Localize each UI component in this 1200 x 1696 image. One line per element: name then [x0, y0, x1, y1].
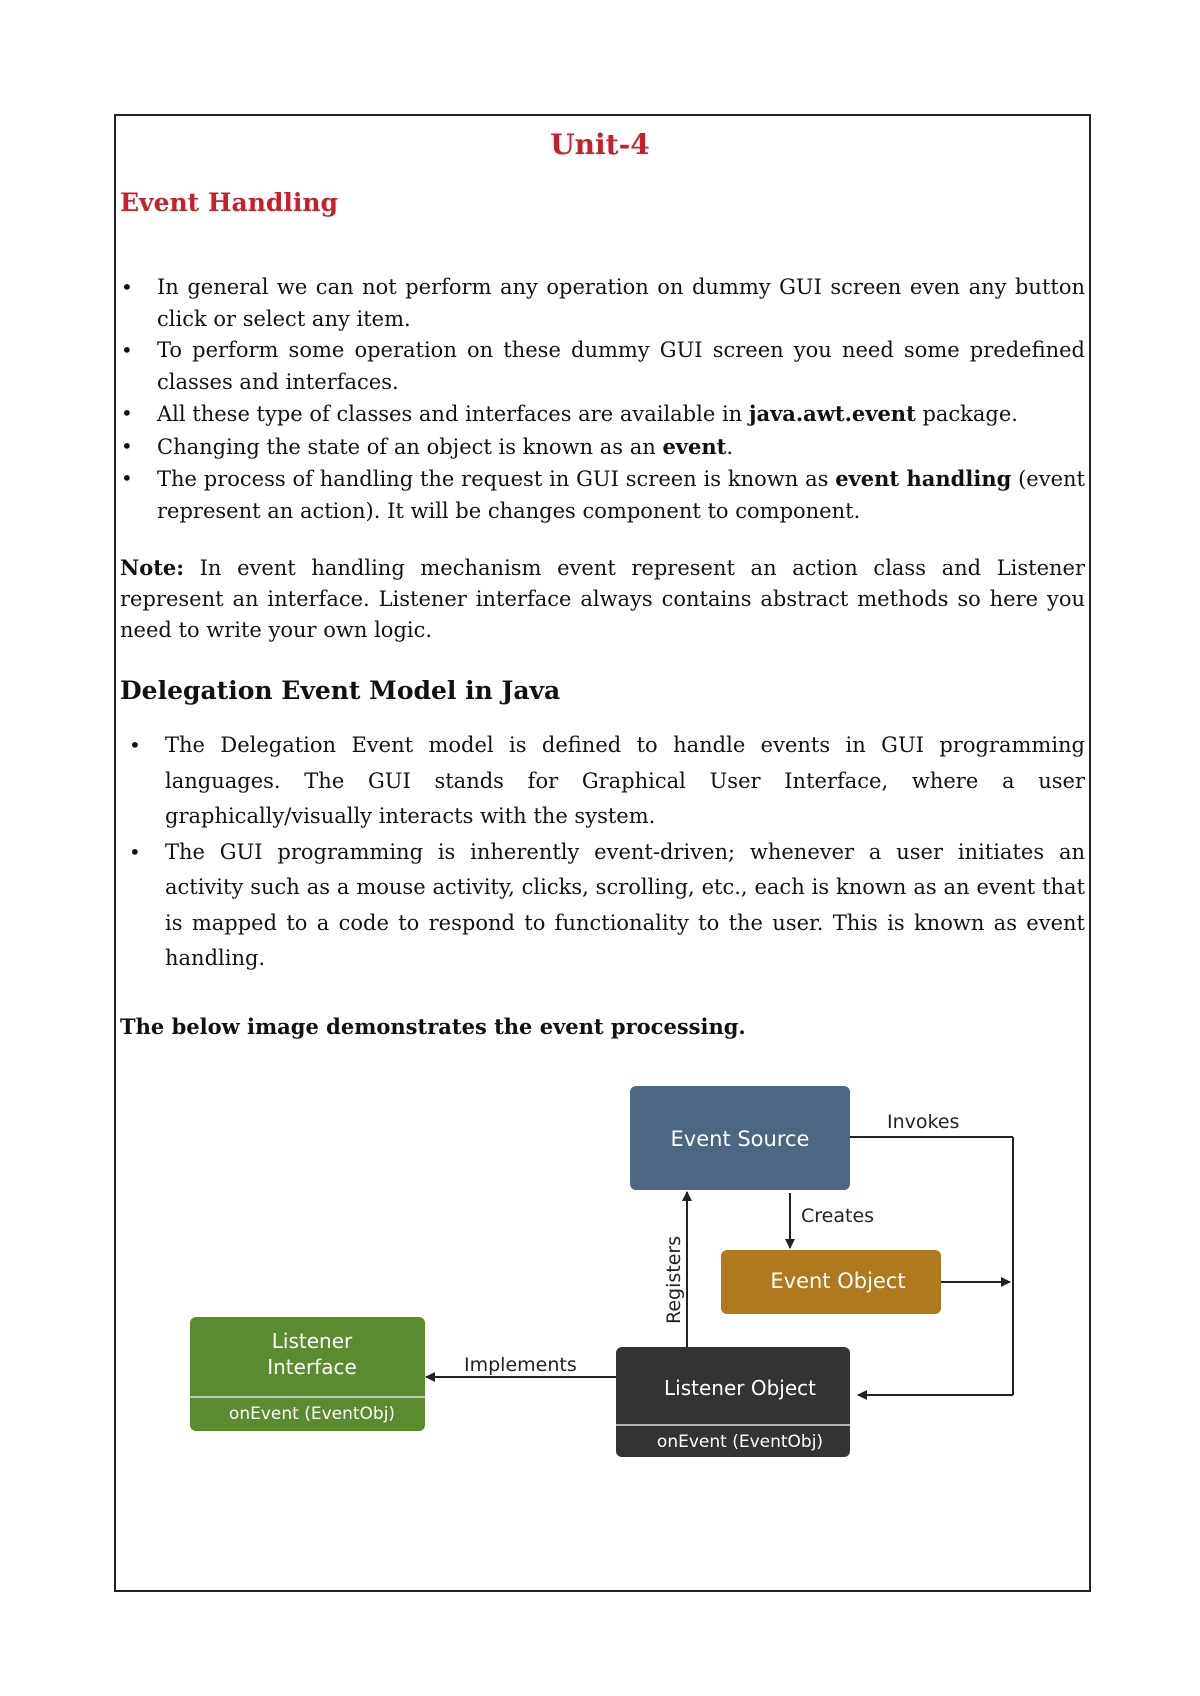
implements-label: Implements: [464, 1354, 577, 1376]
bullet-text: Changing the state of an object is known as an: [157, 434, 663, 459]
bullet-icon: •: [121, 466, 133, 490]
package-name: java.awt.event: [748, 401, 916, 426]
bullet-text: The GUI programming is inherently event-driven; whenever a user initiates an activity such as a mouse activity, clicks, scrolling, etc., each is known as an event that is mapped to a code to respond to functionality to the user. This is known as event handling.: [165, 839, 1085, 970]
bullet-icon: •: [121, 338, 133, 362]
note-label: Note:: [120, 555, 185, 580]
section-title-delegation: Delegation Event Model in Java: [120, 676, 561, 705]
bullet-icon: •: [121, 401, 133, 425]
bullet-icon: •: [129, 733, 141, 757]
term-event: event: [662, 433, 727, 459]
listener-interface-box: [190, 1317, 425, 1431]
listener-interface-method: onEvent (EventObj): [228, 1404, 396, 1424]
listener-interface-label-line1: Listener: [271, 1329, 353, 1353]
unit-title: Unit-4: [550, 128, 650, 161]
bullet-text: To perform some operation on these dummy GUI screen you need some predefined classes and interfaces.: [157, 338, 1085, 394]
listener-interface-label-line2: Interface: [267, 1355, 357, 1379]
creates-label: Creates: [801, 1205, 875, 1227]
note-text: In event handling mechanism event represent an action class and Listener represent an interface. Listener interface always contains abstract methods so here you need to write your own logic.: [120, 556, 1085, 642]
event-source-box: [630, 1086, 850, 1190]
bullet-icon: •: [121, 433, 133, 458]
invokes-label: Invokes: [887, 1111, 960, 1133]
bullet-text: All these type of classes and interfaces are available in: [157, 402, 749, 426]
registers-label: Registers: [663, 1235, 685, 1324]
event-object-box: [721, 1250, 941, 1314]
bullet-text: .: [726, 434, 734, 459]
event-source-label: Event Source: [670, 1127, 810, 1151]
bullet-text: In general we can not perform any operation on dummy GUI screen even any button click or select any item.: [157, 275, 1085, 331]
bullet-text: The process of handling the request in GUI screen is known as: [157, 467, 836, 491]
bullet-text: (event represent an action). It will be changes component to component.: [157, 467, 1085, 523]
term-event-handling: event handling: [835, 466, 1012, 491]
listener-object-box: [616, 1347, 850, 1457]
diagram-caption: The below image demonstrates the event processing.: [120, 1014, 746, 1039]
event-object-label: Event Object: [770, 1269, 906, 1293]
bullet-icon: •: [121, 275, 133, 299]
listener-object-label: Listener Object: [664, 1376, 816, 1400]
bullet-icon: •: [129, 839, 141, 864]
bullet-text: The Delegation Event model is defined to handle events in GUI programming languages. The GUI stands for Graphical User Interface, where a user graphically/visually interacts with the system.: [165, 733, 1085, 828]
section-title-event-handling: Event Handling: [120, 188, 339, 217]
bullet-text: package.: [915, 402, 1018, 426]
listener-object-method: onEvent (EventObj): [656, 1432, 824, 1452]
